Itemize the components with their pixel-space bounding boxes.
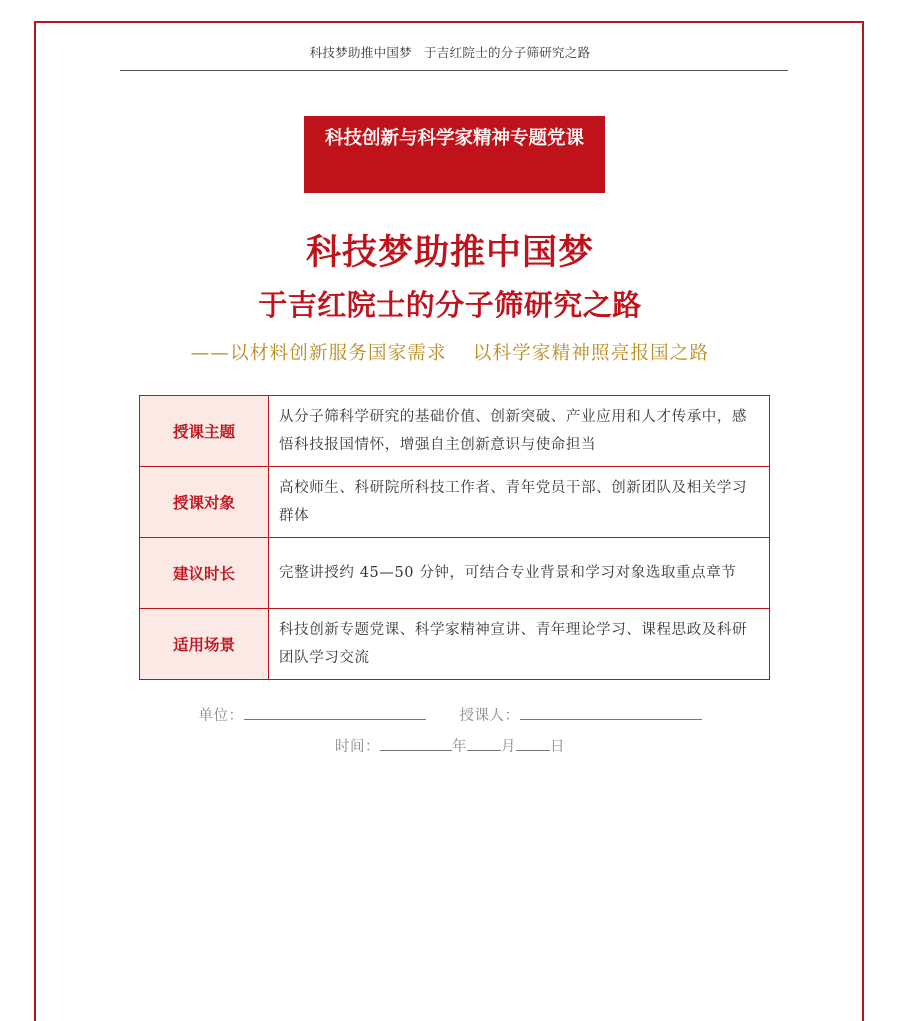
lecturer-blank[interactable] <box>520 705 702 720</box>
row-label-audience: 授课对象 <box>140 467 269 538</box>
sub-title: 于吉红院士的分子筛研究之路 <box>258 288 642 322</box>
tagline-part-1: ——以材料创新服务国家需求 <box>190 343 447 364</box>
year-blank[interactable] <box>380 736 452 751</box>
month-blank[interactable] <box>467 736 501 751</box>
row-content-scenario: 科技创新专题党课、科学家精神宣讲、青年理论学习、课程思政及科研团队学习交流 <box>269 609 770 680</box>
unit-blank[interactable] <box>244 705 426 720</box>
day-blank[interactable] <box>516 736 550 751</box>
row-label-duration: 建议时长 <box>140 538 269 609</box>
running-header <box>0 43 900 61</box>
header-divider <box>120 70 788 71</box>
tagline <box>0 339 900 369</box>
time-label: 时间： <box>335 739 380 755</box>
day-label: 日 <box>550 739 565 755</box>
month-label: 月 <box>501 739 516 755</box>
table-row <box>140 609 770 680</box>
row-label-topic: 授课主题 <box>140 396 269 467</box>
running-header-left: 科技梦助推中国梦 <box>309 45 412 60</box>
table-row <box>140 538 770 609</box>
unit-lecturer-line <box>0 704 900 725</box>
course-info-table <box>139 395 770 680</box>
row-content-duration: 完整讲授约 45—50 分钟，可结合专业背景和学习对象选取重点章节 <box>269 538 770 609</box>
row-content-topic: 从分子筛科学研究的基础价值、创新突破、产业应用和人才传承中，感悟科技报国情怀，增强自主创新意识与使命担当 <box>269 396 770 467</box>
table-row <box>140 396 770 467</box>
date-line <box>0 735 900 756</box>
lecturer-label: 授课人： <box>459 708 520 724</box>
unit-label: 单位： <box>198 708 244 724</box>
year-label: 年 <box>452 739 467 755</box>
row-label-scenario: 适用场景 <box>140 609 269 680</box>
main-title: 科技梦助推中国梦 <box>305 233 594 273</box>
tagline-part-2: 以科学家精神照亮报国之路 <box>472 343 710 364</box>
table-row <box>140 467 770 538</box>
running-header-right: 于吉红院士的分子筛研究之路 <box>424 45 591 60</box>
row-content-audience: 高校师生、科研院所科技工作者、青年党员干部、创新团队及相关学习群体 <box>269 467 770 538</box>
course-type-badge: 科技创新与科学家精神专题党课 <box>304 116 605 193</box>
